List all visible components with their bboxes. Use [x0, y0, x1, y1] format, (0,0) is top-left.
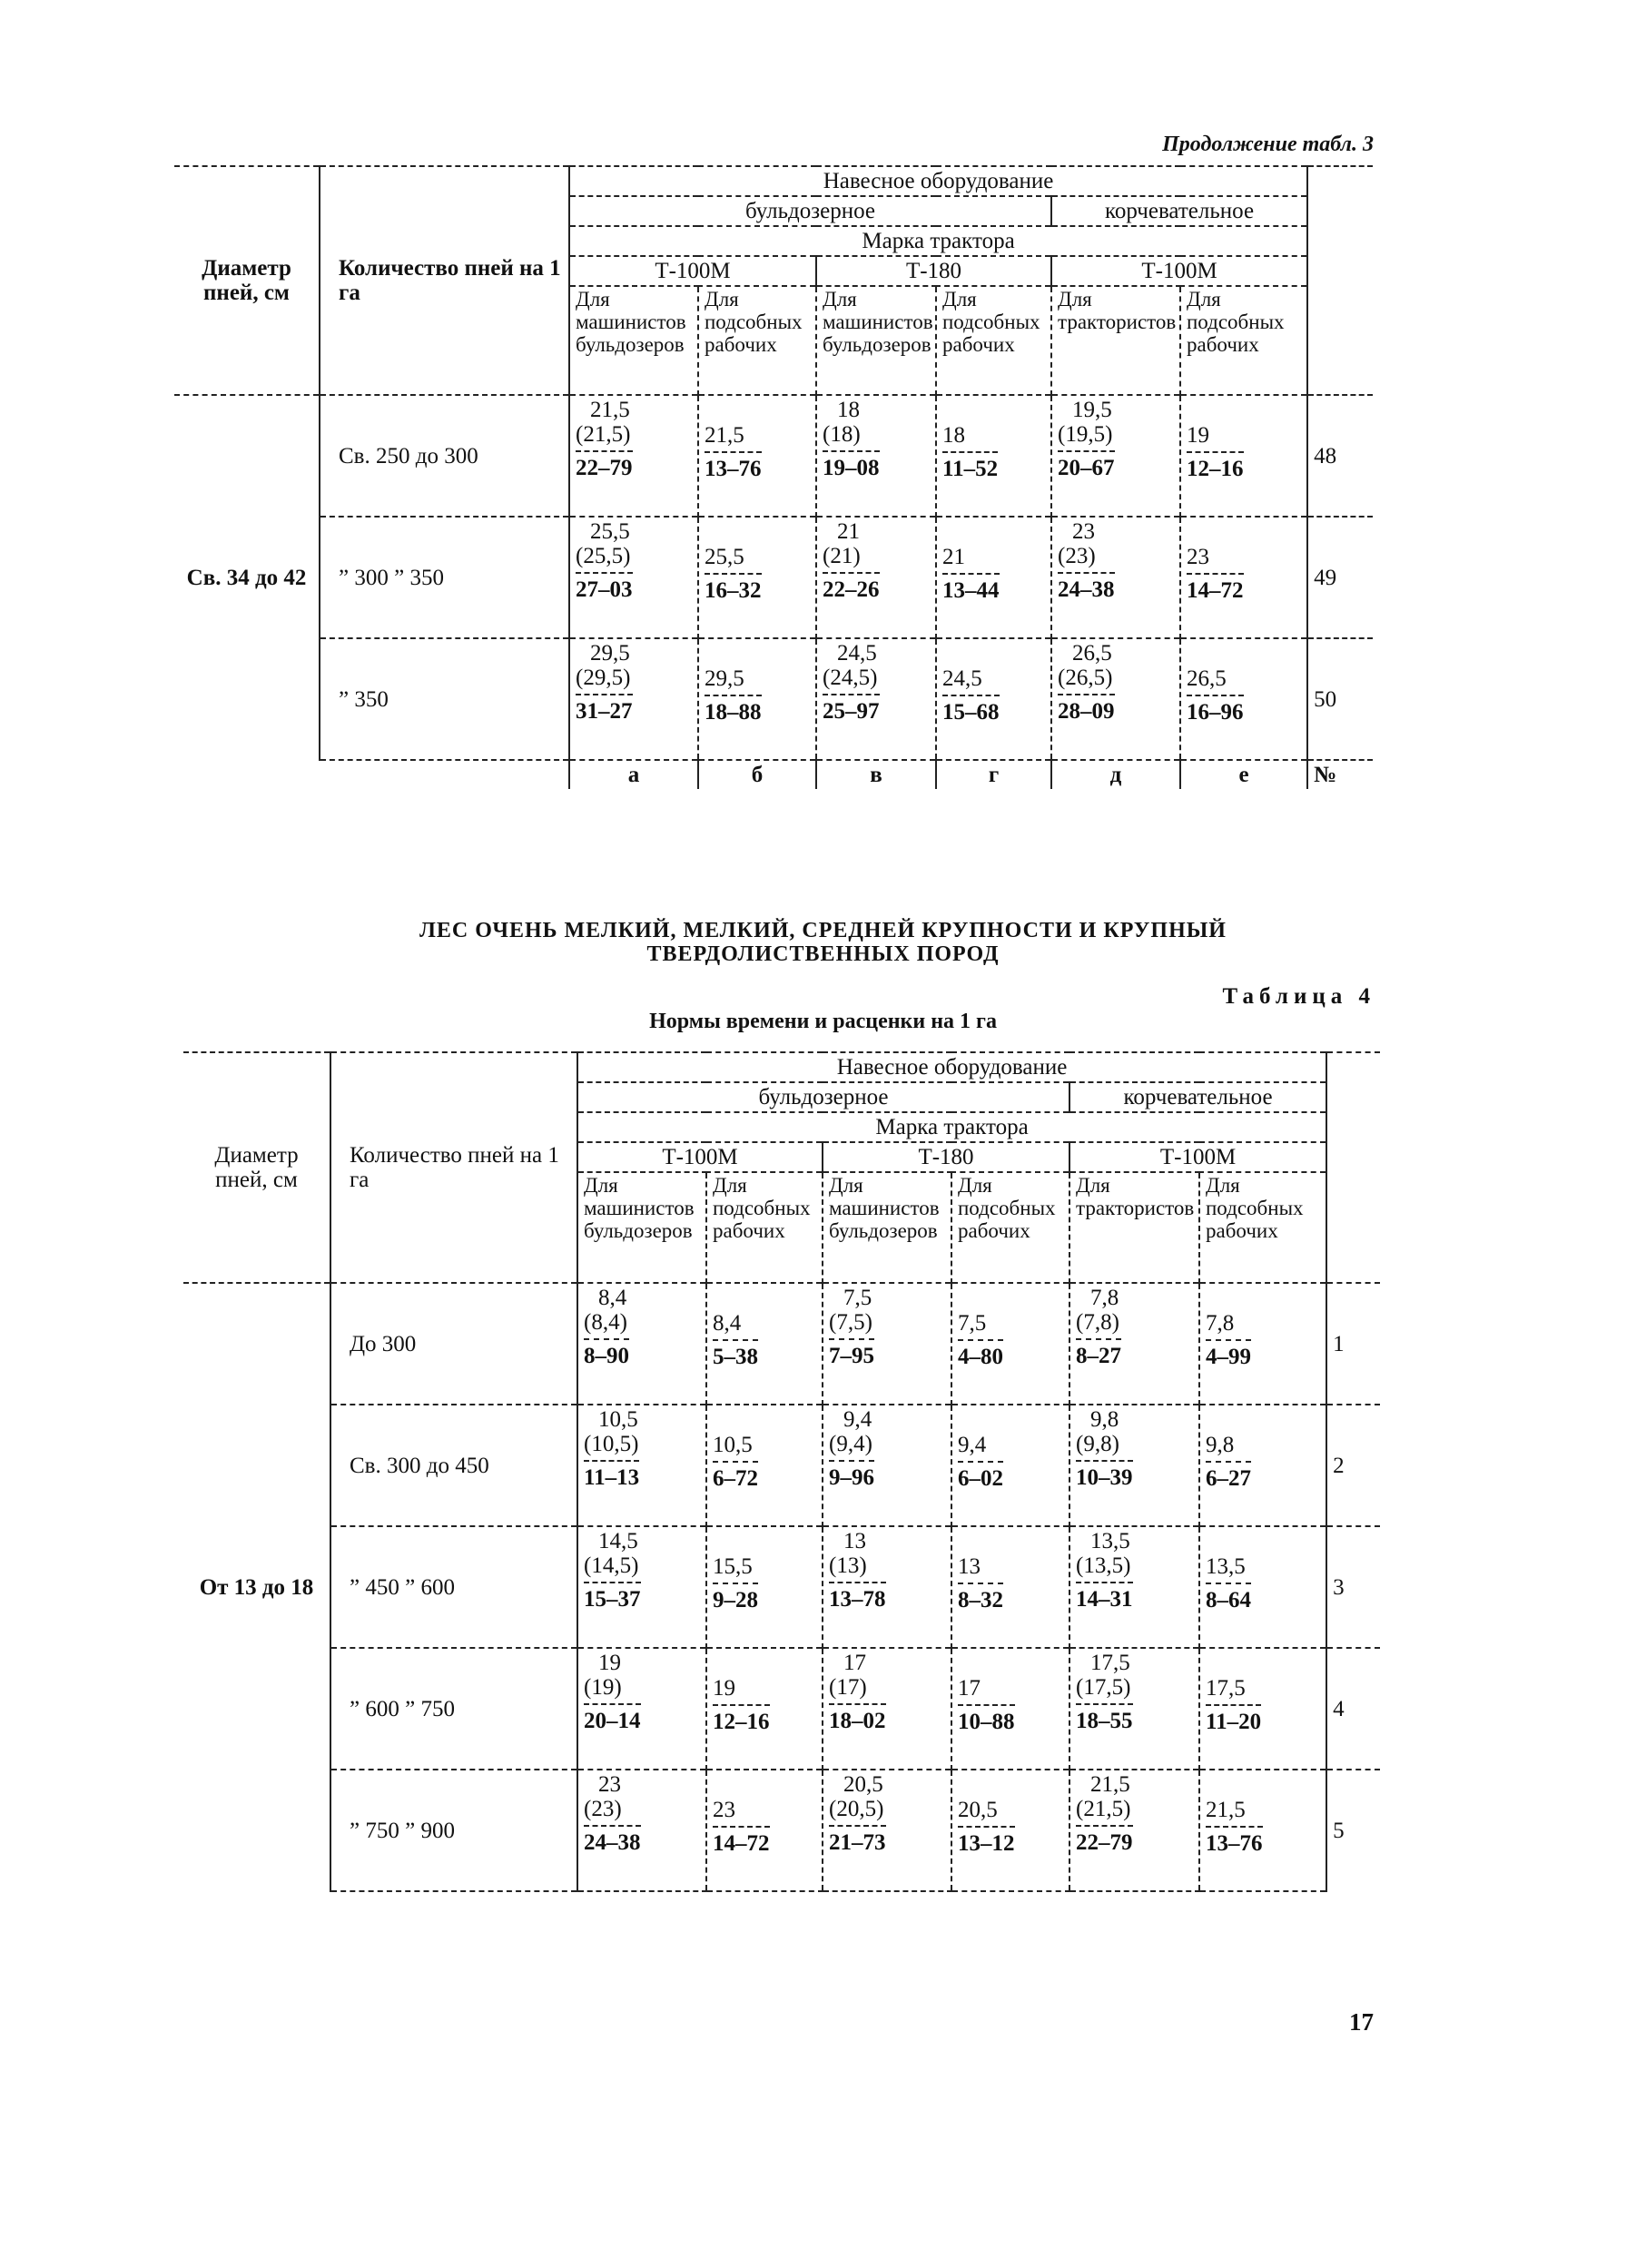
cell-g: $\frac{17}{10-88}$: [951, 1648, 1069, 1770]
count-header: Количество пней на 1 га: [330, 1052, 577, 1283]
cell-d: 19,5 (19,5) 20–67: [1051, 395, 1180, 517]
tractor-brand-header: Марка трактора: [569, 226, 1307, 256]
uprooter-header: корчевательное: [1051, 196, 1307, 226]
row-number: 4: [1326, 1648, 1380, 1770]
count-cell: До 300: [330, 1283, 577, 1405]
sub-header-g: Для подсобных рабочих: [951, 1172, 1069, 1283]
row-number: 1: [1326, 1283, 1380, 1405]
cell-e: $\frac{21,5}{13-76}$: [1199, 1770, 1326, 1891]
cell-v: 13 (13) 13–78: [823, 1526, 951, 1648]
cell-b: $\frac{25,5}{16-32}$: [698, 517, 816, 638]
page-number: 17: [1349, 2008, 1374, 2036]
t180-header: Т-180: [823, 1142, 1069, 1172]
cell-g: $\frac{9,4}{6-02}$: [951, 1405, 1069, 1526]
table-label: Таблица 4: [1222, 984, 1375, 1009]
cell-v: 18 (18) 19–08: [816, 395, 936, 517]
count-cell: Св. 300 до 450: [330, 1405, 577, 1526]
count-cell: ” 350: [320, 638, 569, 760]
row-number: 5: [1326, 1770, 1380, 1891]
cell-g: $\frac{24,5}{15-68}$: [936, 638, 1051, 760]
col-letter: д: [1051, 760, 1180, 789]
col-letter: б: [698, 760, 816, 789]
diameter-header: Диаметр пней, см: [174, 166, 320, 395]
cell-d: 7,8 (7,8) 8–27: [1069, 1283, 1199, 1405]
bulldozer-header: бульдозерное: [569, 196, 1051, 226]
equipment-header: Навесное оборудование: [577, 1052, 1326, 1082]
table-3: [174, 165, 1373, 789]
equipment-header: Навесное оборудование: [569, 166, 1307, 196]
norms-caption: Нормы времени и расценки на 1 га: [649, 1010, 997, 1033]
cell-a: 29,5 (29,5) 31–27: [569, 638, 698, 760]
count-header: Количество пней на 1 га: [320, 166, 569, 395]
table-4: [183, 1051, 1380, 1892]
cell-v: 17 (17) 18–02: [823, 1648, 951, 1770]
bulldozer-header: бульдозерное: [577, 1082, 1069, 1112]
row-number: 3: [1326, 1526, 1380, 1648]
sub-header-a: Для машинистов бульдозеров: [577, 1172, 706, 1283]
t100m-b-header: Т-100М: [1069, 1142, 1326, 1172]
cell-g: $\frac{20,5}{13-12}$: [951, 1770, 1069, 1891]
cell-a: 25,5 (25,5) 27–03: [569, 517, 698, 638]
t180-header: Т-180: [816, 256, 1051, 286]
cell-b: $\frac{10,5}{6-72}$: [706, 1405, 823, 1526]
cell-a: 23 (23) 24–38: [577, 1770, 706, 1891]
cell-a: 10,5 (10,5) 11–13: [577, 1405, 706, 1526]
cell-e: $\frac{26,5}{16-96}$: [1180, 638, 1307, 760]
diameter-group: Св. 34 до 42: [174, 395, 320, 760]
sub-header-g: Для подсобных рабочих: [936, 286, 1051, 395]
cell-a: 8,4 (8,4) 8–90: [577, 1283, 706, 1405]
cell-b: $\frac{29,5}{18-88}$: [698, 638, 816, 760]
sub-header-a: Для машинистов бульдозеров: [569, 286, 698, 395]
t100m-a-header: Т-100М: [577, 1142, 823, 1172]
cell-v: 24,5 (24,5) 25–97: [816, 638, 936, 760]
cell-b: $\frac{23}{14-72}$: [706, 1770, 823, 1891]
sub-header-b: Для подсобных рабочих: [706, 1172, 823, 1283]
cell-b: $\frac{8,4}{5-38}$: [706, 1283, 823, 1405]
cell-v: 7,5 (7,5) 7–95: [823, 1283, 951, 1405]
cell-a: 19 (19) 20–14: [577, 1648, 706, 1770]
count-cell: ” 750 ” 900: [330, 1770, 577, 1891]
count-cell: ” 300 ” 350: [320, 517, 569, 638]
cell-v: 9,4 (9,4) 9–96: [823, 1405, 951, 1526]
cell-d: 9,8 (9,8) 10–39: [1069, 1405, 1199, 1526]
count-cell: ” 450 ” 600: [330, 1526, 577, 1648]
t100m-b-header: Т-100М: [1051, 256, 1307, 286]
sub-header-b: Для подсобных рабочих: [698, 286, 816, 395]
cell-d: 21,5 (21,5) 22–79: [1069, 1770, 1199, 1891]
diameter-header: Диаметр пней, см: [183, 1052, 330, 1283]
count-cell: Св. 250 до 300: [320, 395, 569, 517]
t100m-a-header: Т-100М: [569, 256, 816, 286]
cell-d: 17,5 (17,5) 18–55: [1069, 1648, 1199, 1770]
section-title: ЛЕС ОЧЕНЬ МЕЛКИЙ, МЕЛКИЙ, СРЕДНЕЙ КРУПНОСТИ И КРУПНЫЙ ТВЕРДОЛИСТВЕННЫХ ПОРОД: [419, 919, 1227, 967]
cell-e: $\frac{17,5}{11-20}$: [1199, 1648, 1326, 1770]
sub-header-d: Для трактористов: [1069, 1172, 1199, 1283]
cell-g: $\frac{18}{11-52}$: [936, 395, 1051, 517]
sub-header-e: Для подсобных рабочих: [1180, 286, 1307, 395]
cell-g: $\frac{21}{13-44}$: [936, 517, 1051, 638]
cell-d: 13,5 (13,5) 14–31: [1069, 1526, 1199, 1648]
row-number: 49: [1307, 517, 1373, 638]
row-number: 2: [1326, 1405, 1380, 1526]
sub-header-e: Для подсобных рабочих: [1199, 1172, 1326, 1283]
cell-v: 21 (21) 22–26: [816, 517, 936, 638]
sub-header-v: Для машинистов бульдозеров: [816, 286, 936, 395]
sub-header-d: Для трактористов: [1051, 286, 1180, 395]
count-cell: ” 600 ” 750: [330, 1648, 577, 1770]
col-letter: е: [1180, 760, 1307, 789]
uprooter-header: корчевательное: [1069, 1082, 1326, 1112]
cell-v: 20,5 (20,5) 21–73: [823, 1770, 951, 1891]
row-number: 48: [1307, 395, 1373, 517]
cell-b: $\frac{15,5}{9-28}$: [706, 1526, 823, 1648]
cell-g: $\frac{7,5}{4-80}$: [951, 1283, 1069, 1405]
diameter-group: От 13 до 18: [183, 1283, 330, 1891]
cell-e: $\frac{9,8}{6-27}$: [1199, 1405, 1326, 1526]
col-letter: в: [816, 760, 936, 789]
cell-g: $\frac{13}{8-32}$: [951, 1526, 1069, 1648]
cell-b: $\frac{19}{12-16}$: [706, 1648, 823, 1770]
cell-b: $\frac{21,5}{13-76}$: [698, 395, 816, 517]
tractor-brand-header: Марка трактора: [577, 1112, 1326, 1142]
cell-d: 23 (23) 24–38: [1051, 517, 1180, 638]
cell-d: 26,5 (26,5) 28–09: [1051, 638, 1180, 760]
sub-header-v: Для машинистов бульдозеров: [823, 1172, 951, 1283]
cell-a: 21,5 (21,5) 22–79: [569, 395, 698, 517]
cell-e: $\frac{7,8}{4-99}$: [1199, 1283, 1326, 1405]
continuation-note: Продолжение табл. 3: [1162, 133, 1374, 156]
cell-e: $\frac{23}{14-72}$: [1180, 517, 1307, 638]
col-letter: а: [569, 760, 698, 789]
col-number-mark: №: [1314, 763, 1337, 787]
row-number: 50: [1307, 638, 1373, 760]
col-letter: г: [936, 760, 1051, 789]
cell-e: $\frac{19}{12-16}$: [1180, 395, 1307, 517]
cell-e: $\frac{13,5}{8-64}$: [1199, 1526, 1326, 1648]
cell-a: 14,5 (14,5) 15–37: [577, 1526, 706, 1648]
